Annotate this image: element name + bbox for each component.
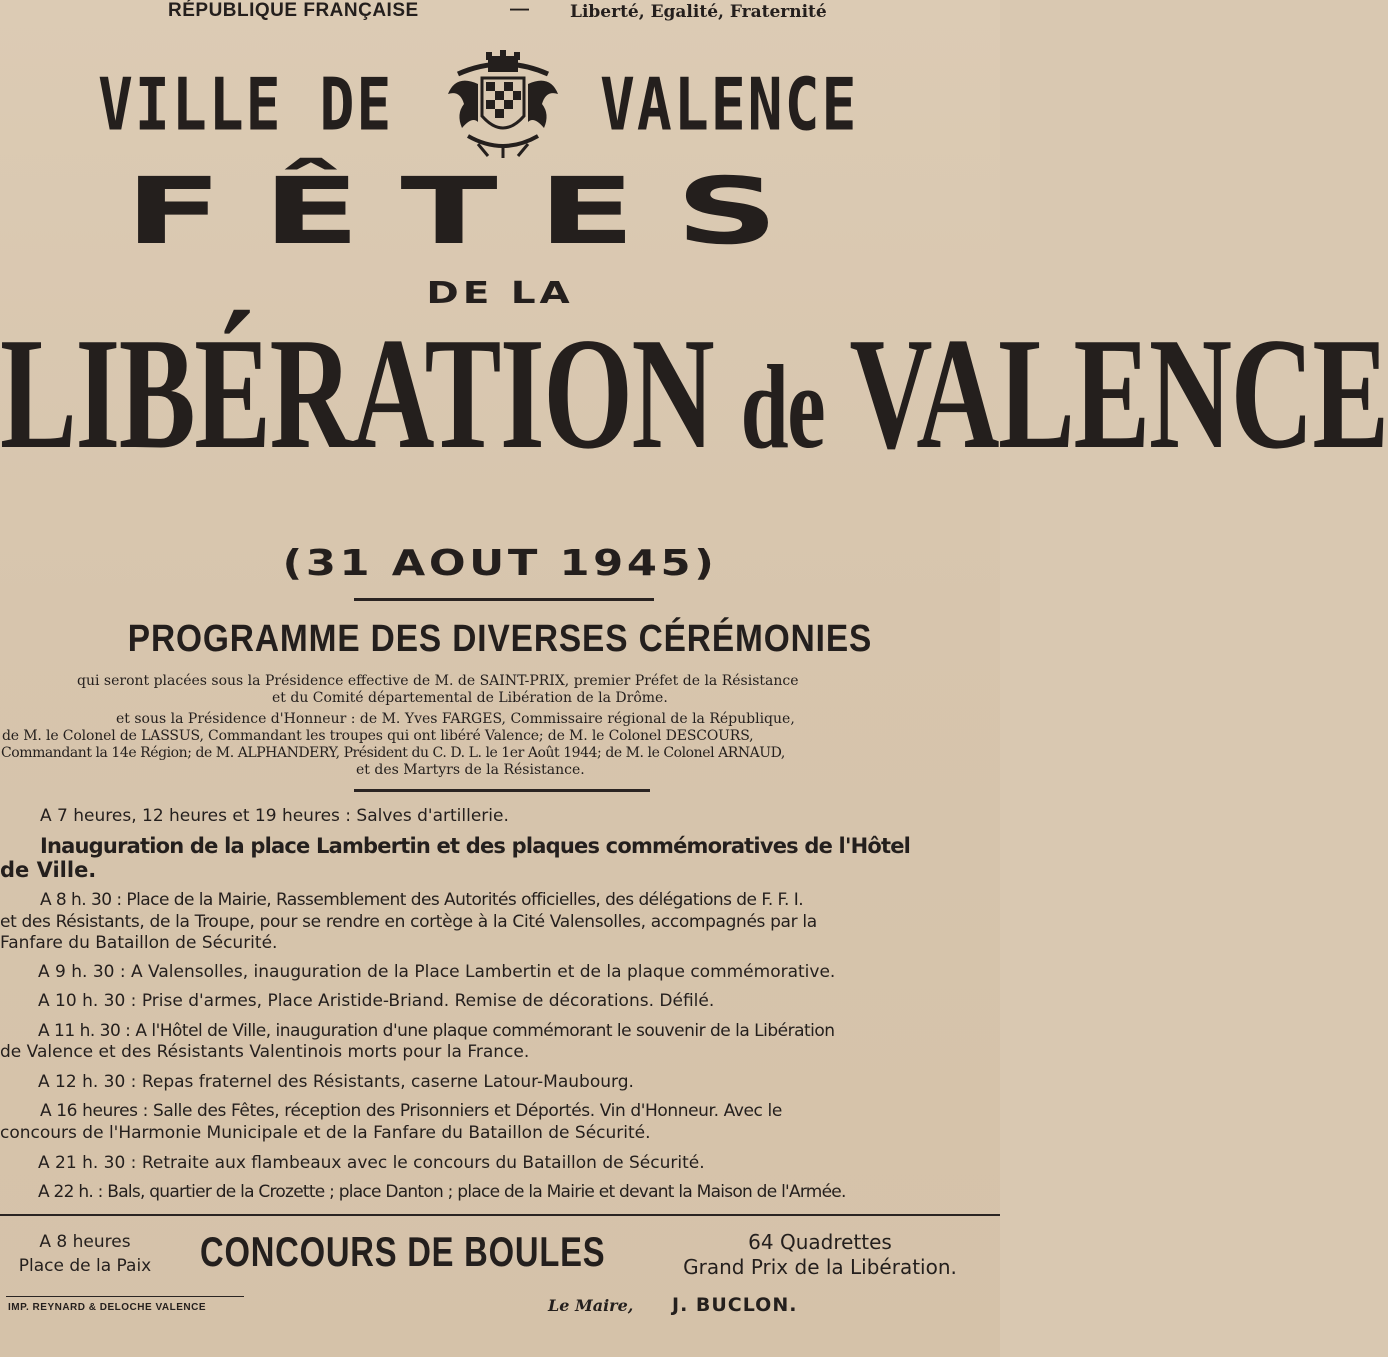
boules-place: Place de la Paix bbox=[18, 1256, 152, 1276]
schedule-item-0830-line-3: Fanfare du Bataillon de Sécurité. bbox=[0, 933, 278, 953]
boules-time: A 8 heures bbox=[39, 1232, 131, 1252]
presidence-line-4: de M. le Colonel de LASSUS, Commandant les troupes qui ont libéré Valence; de M. le Colonel DESCOURS, bbox=[2, 728, 754, 744]
divider-bottom bbox=[0, 1214, 1000, 1216]
inauguration-line-1: Inauguration de la place Lambertin et des plaques commémoratives de l'Hôtel bbox=[40, 834, 911, 858]
liberation-title bbox=[0, 304, 1388, 482]
presidence-line-6: et des Martyrs de la Résistance. bbox=[356, 762, 585, 778]
republic-label: RÉPUBLIQUE FRANÇAISE bbox=[168, 0, 419, 21]
schedule-item-0830-line-2: et des Résistants, de la Troupe, pour se rendre en cortège à la Cité Valensolles, accompagnés par la bbox=[0, 912, 817, 932]
salves-line: A 7 heures, 12 heures et 19 heures : Salves d'artillerie. bbox=[40, 806, 509, 826]
boules-quadrettes: 64 Quadrettes bbox=[748, 1230, 892, 1254]
programme-heading: PROGRAMME DES DIVERSES CÉRÉMONIES bbox=[127, 618, 873, 660]
boules-grand-prix: Grand Prix de la Libération. bbox=[683, 1255, 957, 1279]
schedule-item-1130-line-2: de Valence et des Résistants Valentinois morts pour la France. bbox=[0, 1042, 530, 1062]
presidence-line-2: et du Comité départemental de Libération de la Drôme. bbox=[272, 690, 668, 706]
schedule-item-16h-line-1: A 16 heures : Salle des Fêtes, réception des Prisonniers et Déportés. Vin d'Honneur. Avec le bbox=[40, 1101, 782, 1121]
presidence-line-1: qui seront placées sous la Présidence effective de M. de SAINT-PRIX, premier Préfet de la Résistance bbox=[77, 673, 799, 689]
schedule-item-1230: A 12 h. 30 : Repas fraternel des Résistants, caserne Latour-Maubourg. bbox=[38, 1072, 634, 1092]
printer-credit: IMP. REYNARD & DELOCHE VALENCE bbox=[8, 1302, 206, 1313]
valence-word: VALENCE bbox=[849, 304, 1388, 482]
schedule-item-0930: A 9 h. 30 : A Valensolles, inauguration de la Place Lambertin et de la plaque commémorative. bbox=[38, 962, 836, 982]
schedule-item-22h: A 22 h. : Bals, quartier de la Crozette ; place Danton ; place de la Mairie et devant la Maison de l'Armée. bbox=[38, 1182, 846, 1202]
boules-prize bbox=[640, 1230, 1000, 1280]
liberation-word: LIBÉRATION bbox=[0, 304, 714, 482]
presidence-line-3: et sous la Présidence d'Honneur : de M. Yves FARGES, Commissaire régional de la République, bbox=[116, 711, 795, 727]
valence-coat-of-arms-icon bbox=[438, 44, 568, 164]
header-separator: — bbox=[510, 0, 529, 20]
concours-de-boules-title: CONCOURS DE BOULES bbox=[200, 1228, 606, 1275]
ville-de-title: VILLE DE bbox=[98, 62, 394, 147]
maire-label: Le Maire, bbox=[548, 1296, 634, 1315]
boules-time-place bbox=[0, 1230, 170, 1278]
schedule-item-2130: A 21 h. 30 : Retraite aux flambeaux avec le concours du Bataillon de Sécurité. bbox=[38, 1153, 705, 1173]
de-la-title: DE LA bbox=[426, 276, 574, 311]
presidence-line-5: Commandant la 14e Région; de M. ALPHANDERY, Président du C. D. L. le 1er Août 1944; de M. le Colonel ARNAUD, bbox=[1, 745, 785, 761]
schedule-item-0830-line-1: A 8 h. 30 : Place de la Mairie, Rassemblement des Autorités officielles, des délégations de F. F. I. bbox=[40, 890, 804, 910]
schedule-item-16h-line-2: concours de l'Harmonie Municipale et de la Fanfare du Bataillon de Sécurité. bbox=[0, 1123, 651, 1143]
inauguration-line-2: de Ville. bbox=[0, 858, 97, 882]
schedule-item-1030: A 10 h. 30 : Prise d'armes, Place Aristide-Briand. Remise de décorations. Défilé. bbox=[38, 991, 715, 1011]
fetes-title: FÊTES bbox=[125, 158, 819, 265]
de-word: de bbox=[740, 340, 825, 473]
schedule-item-1130-line-1: A 11 h. 30 : A l'Hôtel de Ville, inauguration d'une plaque commémorant le souvenir de la Libération bbox=[38, 1021, 835, 1041]
date-title: (31 AOUT 1945) bbox=[282, 543, 718, 584]
maire-name: J. BUCLON. bbox=[672, 1294, 798, 1316]
printer-rule bbox=[6, 1296, 244, 1297]
divider-middle bbox=[354, 789, 650, 792]
valence-title: VALENCE bbox=[600, 62, 859, 147]
republic-motto: Liberté, Egalité, Fraternité bbox=[570, 2, 827, 22]
divider-top bbox=[354, 598, 654, 601]
